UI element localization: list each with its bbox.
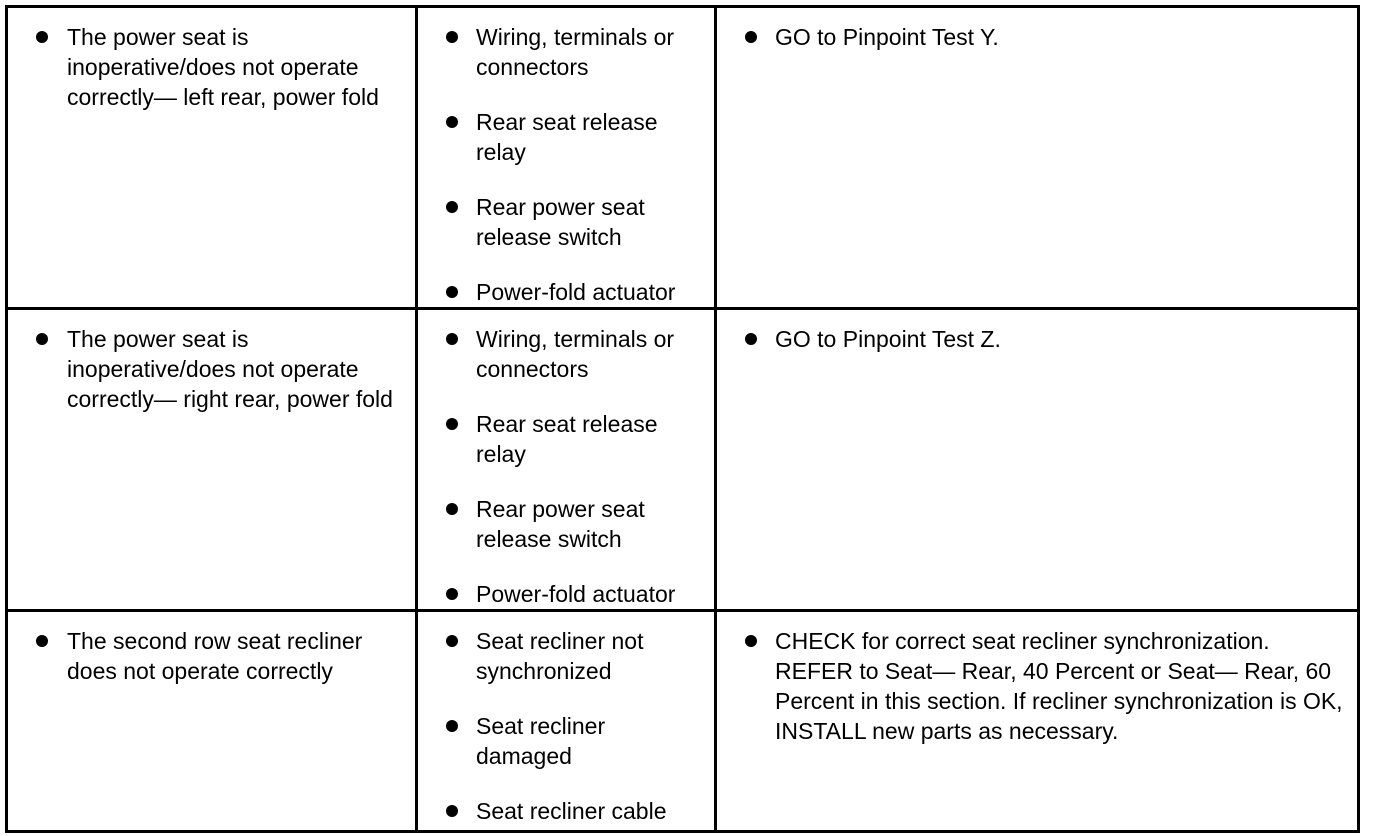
cause-text: Seat recliner damaged [476, 713, 606, 769]
condition-text: The power seat is inoperative/does not operate correctly— left rear, power fold [67, 24, 379, 110]
condition-text: The second row seat recliner does not operate correctly [67, 628, 363, 684]
cause-text: Wiring, terminals or connectors [476, 24, 675, 80]
condition-cell [7, 7, 417, 309]
bullet-icon [446, 333, 458, 345]
action-text: GO to Pinpoint Test Y. [775, 24, 999, 50]
list-item [725, 324, 1349, 354]
table-row [7, 7, 1359, 309]
list-item [426, 579, 706, 609]
action-text: CHECK for correct seat recliner synchronization. REFER to Seat— Rear, 40 Percent or Seat— Rear, 60 Percent in this section. If recliner synchronization is OK, INSTALL new parts as necessary. [775, 628, 1343, 744]
bullet-icon [446, 116, 458, 128]
cause-text: Seat recliner not synchronized [476, 628, 644, 684]
diagnosis-table [5, 5, 1360, 833]
table-row [7, 309, 1359, 611]
bullet-icon [36, 635, 48, 647]
list-item [725, 626, 1349, 746]
list-item [426, 494, 706, 554]
cause-text: Seat recliner cable [476, 798, 667, 824]
action-cell [716, 7, 1359, 309]
cause-text: Power-fold actuator [476, 279, 676, 305]
cause-cell [417, 309, 716, 611]
cause-cell [417, 7, 716, 309]
condition-text: The power seat is inoperative/does not operate correctly— right rear, power fold [67, 326, 393, 412]
bullet-icon [446, 503, 458, 515]
list-item [426, 626, 706, 686]
bullet-icon [446, 720, 458, 732]
list-item [725, 22, 1349, 52]
list-item [426, 711, 706, 771]
bullet-icon [36, 333, 48, 345]
bullet-icon [446, 635, 458, 647]
cause-text: Rear power seat release switch [476, 194, 645, 250]
bullet-icon [446, 286, 458, 298]
action-cell [716, 611, 1359, 832]
bullet-icon [446, 588, 458, 600]
list-item [426, 277, 706, 307]
cause-text: Power-fold actuator [476, 581, 676, 607]
condition-cell [7, 309, 417, 611]
bullet-icon [446, 201, 458, 213]
list-item [426, 324, 706, 384]
list-item [16, 22, 407, 112]
action-cell [716, 309, 1359, 611]
bullet-icon [745, 333, 757, 345]
bullet-icon [36, 31, 48, 43]
bullet-icon [745, 635, 757, 647]
cause-text: Wiring, terminals or connectors [476, 326, 675, 382]
list-item [426, 409, 706, 469]
bullet-icon [446, 805, 458, 817]
list-item [426, 192, 706, 252]
list-item [16, 324, 407, 414]
table-row [7, 611, 1359, 832]
action-text: GO to Pinpoint Test Z. [775, 326, 1001, 352]
cause-text: Rear power seat release switch [476, 496, 645, 552]
list-item [426, 796, 706, 826]
condition-cell [7, 611, 417, 832]
cause-cell [417, 611, 716, 832]
list-item [426, 107, 706, 167]
bullet-icon [446, 31, 458, 43]
list-item [426, 22, 706, 82]
bullet-icon [745, 31, 757, 43]
bullet-icon [446, 418, 458, 430]
cause-text: Rear seat release relay [476, 109, 658, 165]
cause-text: Rear seat release relay [476, 411, 658, 467]
list-item [16, 626, 407, 686]
